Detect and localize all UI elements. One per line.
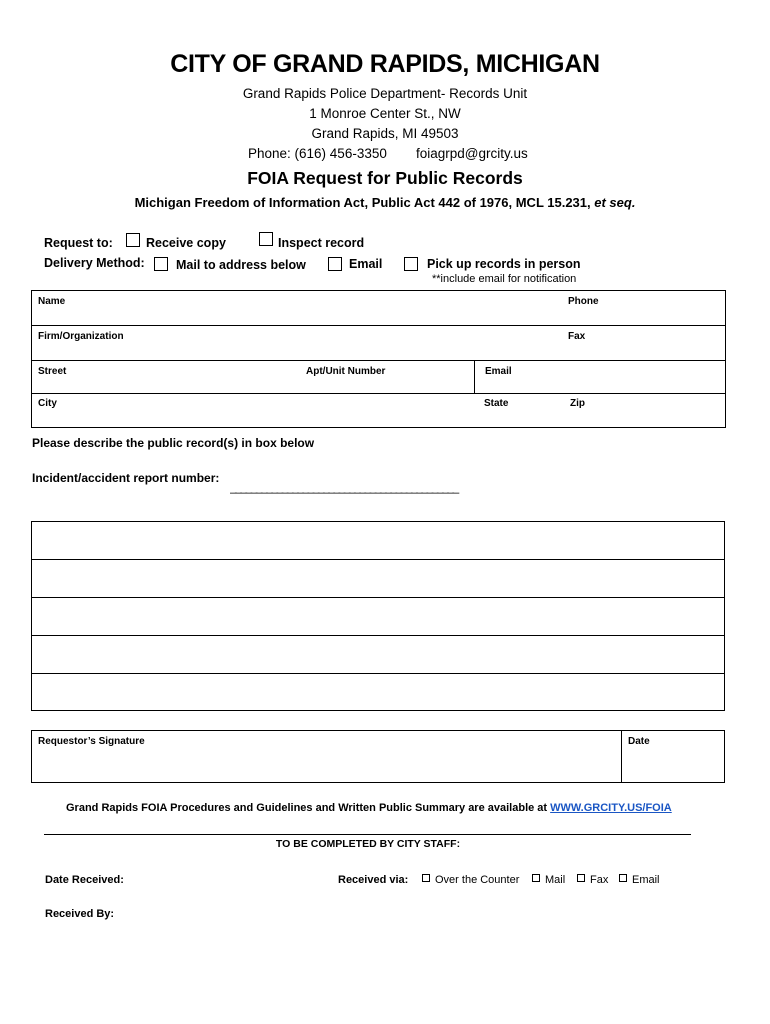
- act-citation-italic: et seq.: [594, 195, 636, 210]
- inspect-record-label: Inspect record: [278, 236, 365, 250]
- fax-received-checkbox[interactable]: [577, 874, 585, 882]
- apt-label: Apt/Unit Number: [306, 366, 386, 377]
- signature-date-input[interactable]: [623, 731, 724, 782]
- phone-label: Phone: [568, 296, 599, 307]
- email-input[interactable]: [476, 361, 725, 393]
- firm-input[interactable]: [32, 326, 557, 360]
- date-received-label: Date Received:: [45, 874, 124, 886]
- inspect-record-checkbox[interactable]: [259, 232, 273, 246]
- signature-date-label: Date: [628, 736, 650, 747]
- incident-number-line[interactable]: ____________________________________________: [230, 480, 458, 494]
- form-title: FOIA Request for Public Records: [247, 168, 523, 188]
- description-input[interactable]: [32, 522, 724, 710]
- apt-input[interactable]: [300, 361, 473, 393]
- table-divider: [621, 730, 622, 783]
- street-input[interactable]: [32, 361, 297, 393]
- received-by-label: Received By:: [45, 908, 115, 920]
- contact-email: foiagrpd@grcity.us: [416, 146, 528, 161]
- firm-label: Firm/Organization: [38, 331, 124, 342]
- email-label: Email: [485, 366, 512, 377]
- pickup-checkbox[interactable]: [404, 257, 418, 271]
- email-note: **include email for notification: [432, 273, 577, 285]
- mail-received-checkbox[interactable]: [532, 874, 540, 882]
- signature-label: Requestor’s Signature: [38, 736, 145, 747]
- zip-input[interactable]: [566, 394, 725, 427]
- table-divider: [474, 360, 475, 393]
- staff-section-divider: [44, 834, 691, 835]
- describe-prompt: Please describe the public record(s) in box below: [32, 436, 315, 450]
- city-input[interactable]: [32, 394, 472, 427]
- state-label: State: [484, 398, 509, 409]
- request-to-label: Request to:: [44, 236, 113, 250]
- street-address: 1 Monroe Center St., NW: [309, 106, 461, 121]
- via-fax[interactable]: Fax: [577, 874, 608, 886]
- email-received-checkbox[interactable]: [619, 874, 627, 882]
- pickup-label: Pick up records in person: [427, 257, 581, 271]
- receive-copy-label: Receive copy: [146, 236, 226, 250]
- city-state-zip: Grand Rapids, MI 49503: [311, 126, 459, 141]
- name-input[interactable]: [32, 291, 557, 325]
- phone-input[interactable]: [560, 291, 725, 325]
- state-input[interactable]: [476, 394, 564, 427]
- street-label: Street: [38, 366, 67, 377]
- mail-label: Mail to address below: [176, 258, 306, 272]
- receive-copy-checkbox[interactable]: [126, 233, 140, 247]
- received-via-label: Received via:: [338, 874, 409, 886]
- over-counter-checkbox[interactable]: [422, 874, 430, 882]
- signature-input[interactable]: [32, 731, 620, 782]
- mail-checkbox[interactable]: [154, 257, 168, 271]
- email-delivery-label: Email: [349, 257, 383, 271]
- fax-label: Fax: [568, 331, 586, 342]
- incident-number-label: Incident/accident report number:: [32, 471, 220, 485]
- procedures-notice: Grand Rapids FOIA Procedures and Guidelines and Written Public Summary are available at WWW.GRCITY.US/FOIA: [66, 802, 672, 814]
- department-name: Grand Rapids Police Department- Records Unit: [242, 86, 528, 101]
- delivery-method-label: Delivery Method:: [44, 256, 145, 270]
- foia-link[interactable]: WWW.GRCITY.US/FOIA: [550, 802, 672, 814]
- via-mail[interactable]: Mail: [532, 874, 565, 886]
- staff-heading: TO BE COMPLETED BY CITY STAFF:: [275, 838, 461, 850]
- city-label: City: [38, 398, 57, 409]
- via-email[interactable]: Email: [619, 874, 660, 886]
- name-label: Name: [38, 296, 66, 307]
- zip-label: Zip: [570, 398, 585, 409]
- fax-input[interactable]: [560, 326, 725, 360]
- act-citation: Michigan Freedom of Information Act, Public Act 442 of 1976, MCL 15.231, et seq.: [134, 195, 636, 210]
- phone-number: Phone: (616) 456-3350: [248, 146, 387, 161]
- document-title: CITY OF GRAND RAPIDS, MICHIGAN: [170, 50, 600, 78]
- via-over-counter[interactable]: Over the Counter: [422, 874, 519, 886]
- email-delivery-checkbox[interactable]: [328, 257, 342, 271]
